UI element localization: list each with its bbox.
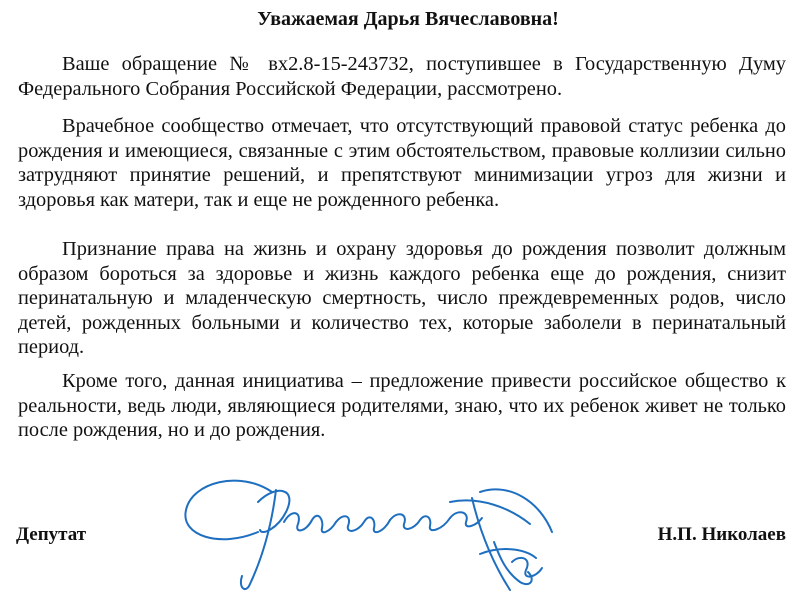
signatory-name: Н.П. Николаев [657,524,786,545]
signatory-title: Депутат [16,524,87,545]
paragraph-right-to-life: Признание права на жизнь и охрану здоровья до рождения позволит должным образом бороться за здоровье и жизнь каждого ребенка еще до рождения, снизит перинатальную и младенческую смертность, число преждевременных родов, число детей, рожденных больными и количество тех, которые заболели в перинатальный период. [18,238,786,359]
paragraph-medical-community: Врачебное сообщество отмечает, что отсутствующий правовой статус ребенка до рождения и имеющиеся, связанные с этим обстоятельством, правовые коллизии сильно затрудняют принятие решений, и препятствуют минимизации угроз для жизни и здоровья как матери, так и еще не рожденного ребенка. [18,115,786,211]
paragraph-appeal-reference: Ваше обращение № вх2.8-15-243732, поступившее в Государственную Думу Федерального Собрания Российской Федерации, рассмотрено. [18,53,786,100]
paragraph-initiative: Кроме того, данная инициатива – предложение привести российское общество к реальности, ведь люди, являющиеся родителями, знаю, что их ребенок живет не только после рождения, но и до рождения. [18,370,786,442]
handwritten-signature [180,462,560,604]
greeting: Уважаемая Дарья Вячеславовна! [257,8,559,30]
